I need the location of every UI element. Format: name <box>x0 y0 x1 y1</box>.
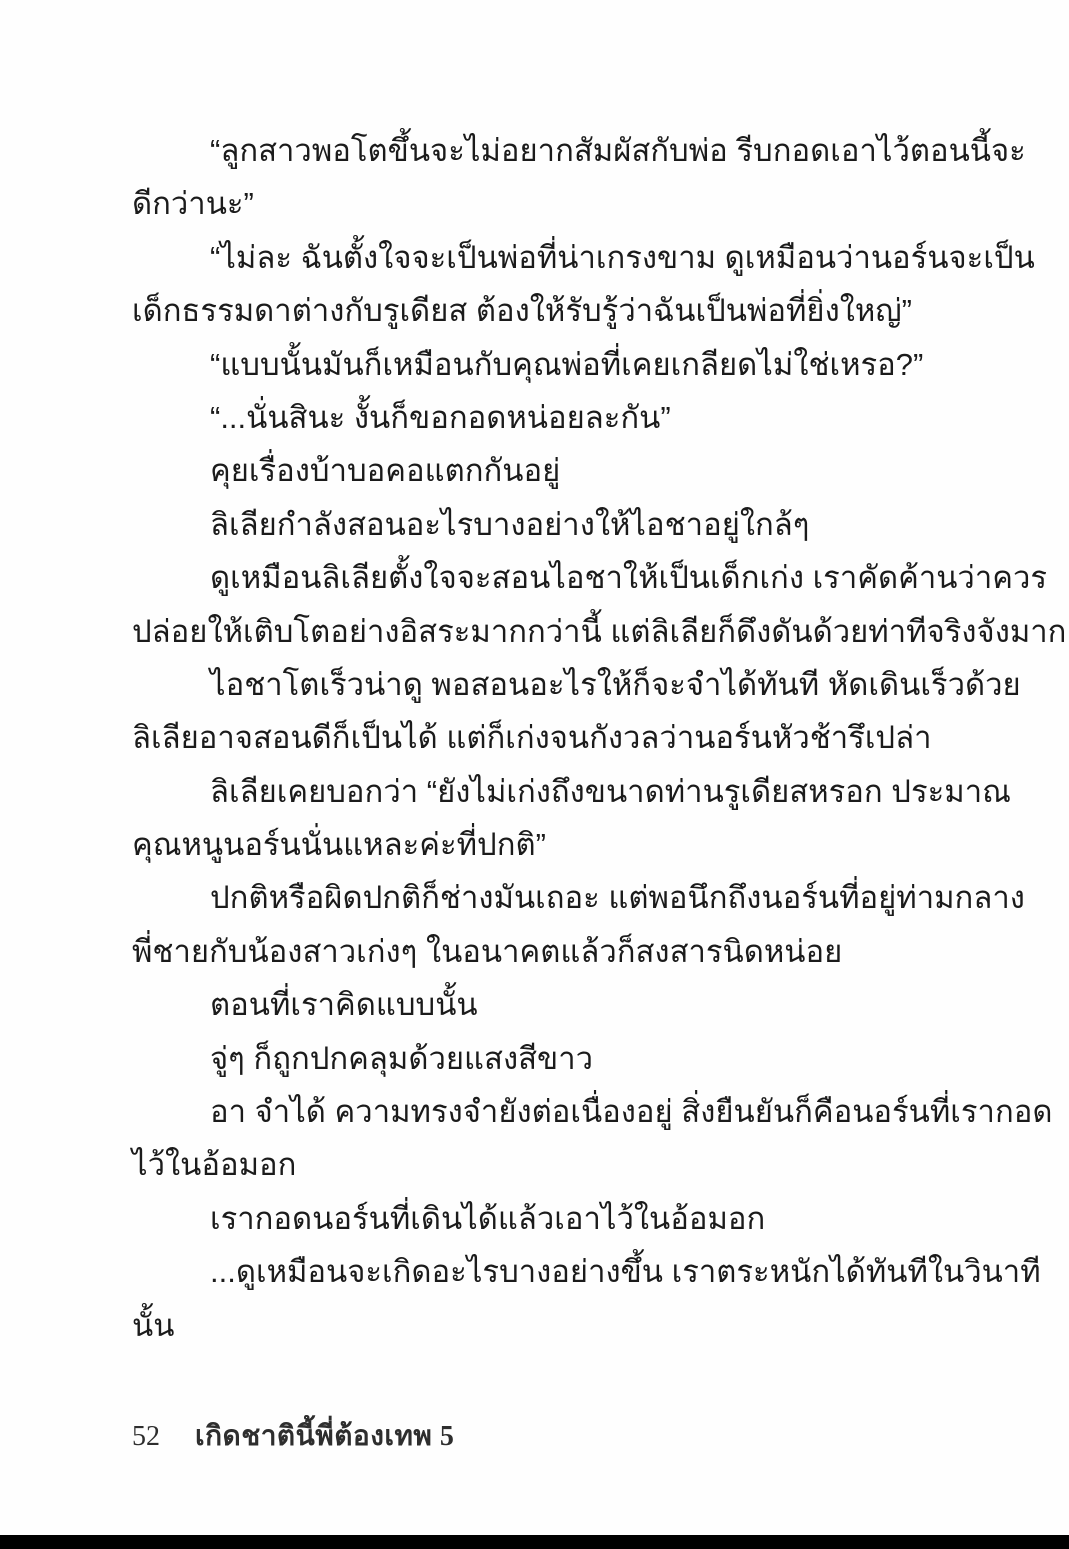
body-line: ดีกว่านะ” <box>132 186 254 222</box>
body-line: ลิเลียกำลังสอนอะไรบางอย่างให้ไอชาอยู่ใกล้ๆ <box>210 506 810 542</box>
body-line: ...ดูเหมือนจะเกิดอะไรบางอย่างขึ้น เราตระหนักได้ทันทีในวินาที <box>210 1254 1041 1290</box>
body-text <box>132 124 1067 1352</box>
bottom-letterbox-bar <box>0 1535 1069 1549</box>
body-line: “...นั่นสินะ งั้นก็ขอกอดหน่อยละกัน” <box>210 399 671 435</box>
page-footer <box>132 1420 880 1454</box>
body-line: อา จำได้ ความทรงจำยังต่อเนื่องอยู่ สิ่งยืนยันก็คือนอร์นที่เรากอด <box>210 1094 1053 1130</box>
body-line: ปกติหรือผิดปกติก็ช่างมันเถอะ แต่พอนึกถึงนอร์นที่อยู่ท่ามกลาง <box>210 880 1025 916</box>
body-line: นั้น <box>132 1307 175 1343</box>
body-line: “ลูกสาวพอโตขึ้นจะไม่อยากสัมผัสกับพ่อ รีบกอดเอาไว้ตอนนี้จะ <box>210 133 1026 168</box>
body-line: เด็กธรรมดาต่างกับรูเดียส ต้องให้รับรู้ว่าฉันเป็นพ่อที่ยิ่งใหญ่” <box>132 293 913 329</box>
body-line: ลิเลียอาจสอนดีก็เป็นได้ แต่ก็เก่งจนกังวลว่านอร์นหัวช้ารึเปล่า <box>132 720 932 756</box>
body-line: “แบบนั้นมันก็เหมือนกับคุณพ่อที่เคยเกลียดไม่ใช่เหรอ?” <box>210 346 924 382</box>
body-line: จู่ๆ ก็ถูกปกคลุมด้วยแสงสีขาว <box>210 1040 594 1076</box>
page-number: 52 <box>132 1421 160 1452</box>
body-line: เรากอดนอร์นที่เดินได้แล้วเอาไว้ในอ้อมอก <box>210 1200 766 1236</box>
body-line: ไว้ในอ้อมอก <box>132 1147 297 1183</box>
body-line: ตอนที่เราคิดแบบนั้น <box>210 987 478 1023</box>
body-line: ปล่อยให้เติบโตอย่างอิสระมากกว่านี้ แต่ลิเลียก็ดึงดันด้วยท่าทีจริงจังมาก <box>132 613 1067 649</box>
body-line: คุยเรื่องบ้าบอคอแตกกันอยู่ <box>210 453 561 489</box>
book-title: เกิดชาตินี้พี่ต้องเทพ 5 <box>195 1421 455 1452</box>
body-line: พี่ชายกับน้องสาวเก่งๆ ในอนาคตแล้วก็สงสารนิดหน่อย <box>132 933 843 969</box>
body-line: ลิเลียเคยบอกว่า “ยังไม่เก่งถึงขนาดท่านรูเดียสหรอก ประมาณ <box>210 773 1011 809</box>
body-line: “ไม่ละ ฉันตั้งใจจะเป็นพ่อที่น่าเกรงขาม ดูเหมือนว่านอร์นจะเป็น <box>210 239 1035 275</box>
body-line: ไอชาโตเร็วน่าดู พอสอนอะไรให้ก็จะจำได้ทันที หัดเดินเร็วด้วย <box>210 666 1021 702</box>
body-line: คุณหนูนอร์นนั่นแหละค่ะที่ปกติ” <box>132 827 546 863</box>
body-line: ดูเหมือนลิเลียตั้งใจจะสอนไอชาให้เป็นเด็กเก่ง เราคัดค้านว่าควร <box>210 560 1048 596</box>
